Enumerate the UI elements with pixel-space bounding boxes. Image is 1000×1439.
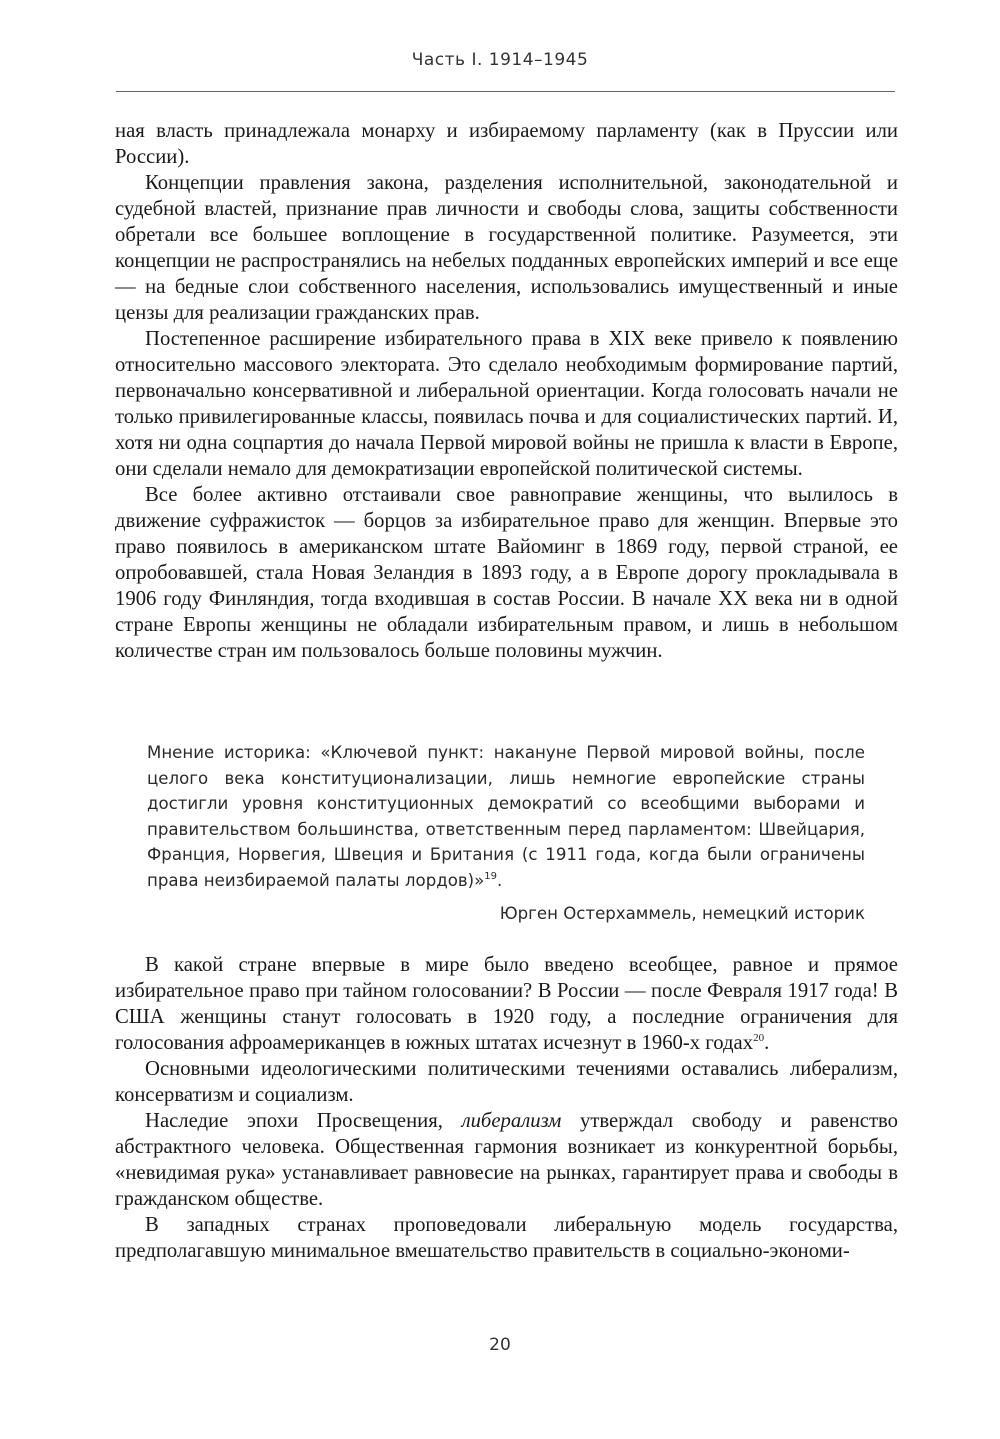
quote-body: Мнение историка: «Ключевой пункт: накануне Первой мировой войны, после целого века конституционализации, лишь немногие европейские страны достигли уровня конституционных демократий со всеобщими выборами и правительством большинства, ответственным перед парламентом: Швейцария, Франция, Норвегия, Швеция и Британия (с 1911 года, когда были ограничены права неизбираемой палаты лордов)» (147, 743, 865, 890)
upper-body-text (115, 118, 898, 664)
paragraph-continuation: ная власть принадлежала монарху и избираемому парламенту (как в Пруссии или России). (115, 120, 898, 168)
quote-text: Мнение историка: «Ключевой пункт: накануне Первой мировой войны, после целого века конституционализации, лишь немногие европейские страны достигли уровня конституционных демократий со всеобщими выборами и правительством большинства, ответственным перед парламентом: Швейцария, Франция, Норвегия, Швеция и Британия (с 1911 года, когда были ограничены права неизбираемой палаты лордов)»$^{19}$. (147, 743, 865, 890)
paragraph-suffrage-expansion: Постепенное расширение избирательного права в XIX веке привело к появлению относительно массового электората. Это сделало необходимым формирование партий, первоначально консервативной и либеральной ориентации. Когда голосовать начали не только привилегированные классы, появилась почва и для социалистических партий. И, хотя ни одна соцпартия до начала Первой мировой войны не пришла к власти в Европе, они сделали немало для демократизации европейской политической системы. (115, 328, 898, 480)
liberalism-rest: утверждал свободу и равенство абстрактного человека. Общественная гармония возникает из конкурентной борьбы, «невидимая рука» устанавливает равновесие на рынках, гарантирует права и свободы в гражданском обществе. (115, 1110, 898, 1210)
footnote-ref-20[interactable]: 20 (753, 1032, 765, 1044)
liberalism-lead: Наследие эпохи Просвещения, (145, 1110, 462, 1132)
running-head: Часть I. 1914–1945 (411, 50, 589, 70)
lower-body-text (115, 952, 898, 1264)
header-rule (116, 91, 895, 92)
liberalism-term: либерализм (461, 1110, 562, 1132)
paragraph-western-model: В западных странах проповедовали либеральную модель государства, предполагавшую минимальное вмешательство правительств в социально-экономи- (115, 1214, 898, 1262)
historian-quote (147, 740, 865, 927)
quote-attribution: Юрген Остерхаммель, немецкий историк (499, 904, 865, 923)
page-number: 20 (489, 1335, 511, 1355)
quote-footnote-ref[interactable]: 19 (484, 870, 497, 882)
paragraph-russia-suffrage: В какой стране впервые в мире было введено всеобщее, равное и прямое избирательное право при тайном голосовании? В России — после Февраля 1917 года! В США женщины станут голосовать в 1920 году, а последние ограничения для голосования афроамериканцев в южных штатах исчезнут в 1960-х годах$^{20}$. (115, 954, 898, 1054)
paragraph-liberalism (115, 1108, 898, 1212)
paragraph-rule-of-law: Концепции правления закона, разделения исполнительной, законодательной и судебной властей, признание прав личности и свободы слова, защиты собственности обретали все большее воплощение в государственной политике. Разумеется, эти концепции не распространялись на небелых подданных европейских империй и все еще — на бедные слои собственного населения, использовались имущественный и иные цензы для реализации гражданских прав. (115, 172, 898, 324)
paragraph-russia-suffrage-text: В какой стране впервые в мире было введено всеобщее, равное и прямое избирательное право при тайном голосовании? В России — после Февраля 1917 года! В США женщины станут голосовать в 1920 году, а последние ограничения для голосования афроамериканцев в южных штатах исчезнут в 1960-х годах (115, 954, 898, 1054)
paragraph-ideologies: Основными идеологическими политическими течениями оставались либерализм, консерватизм и социализм. (115, 1058, 898, 1106)
paragraph-suffragettes: Все более активно отстаивали свое равноправие женщины, что вылилось в движение суфражисток — борцов за избирательное право для женщин. Впервые это право появилось в американском штате Вайоминг в 1869 году, первой страной, ее опробовавшей, стала Новая Зеландия в 1893 году, а в Европе дорогу прокладывала в 1906 году Финляндия, тогда входившая в состав России. В начале XX века ни в одной стране Европы женщины не обладали избирательным правом, и лишь в небольшом количестве стран им пользовалось больше половины мужчин. (115, 484, 898, 662)
